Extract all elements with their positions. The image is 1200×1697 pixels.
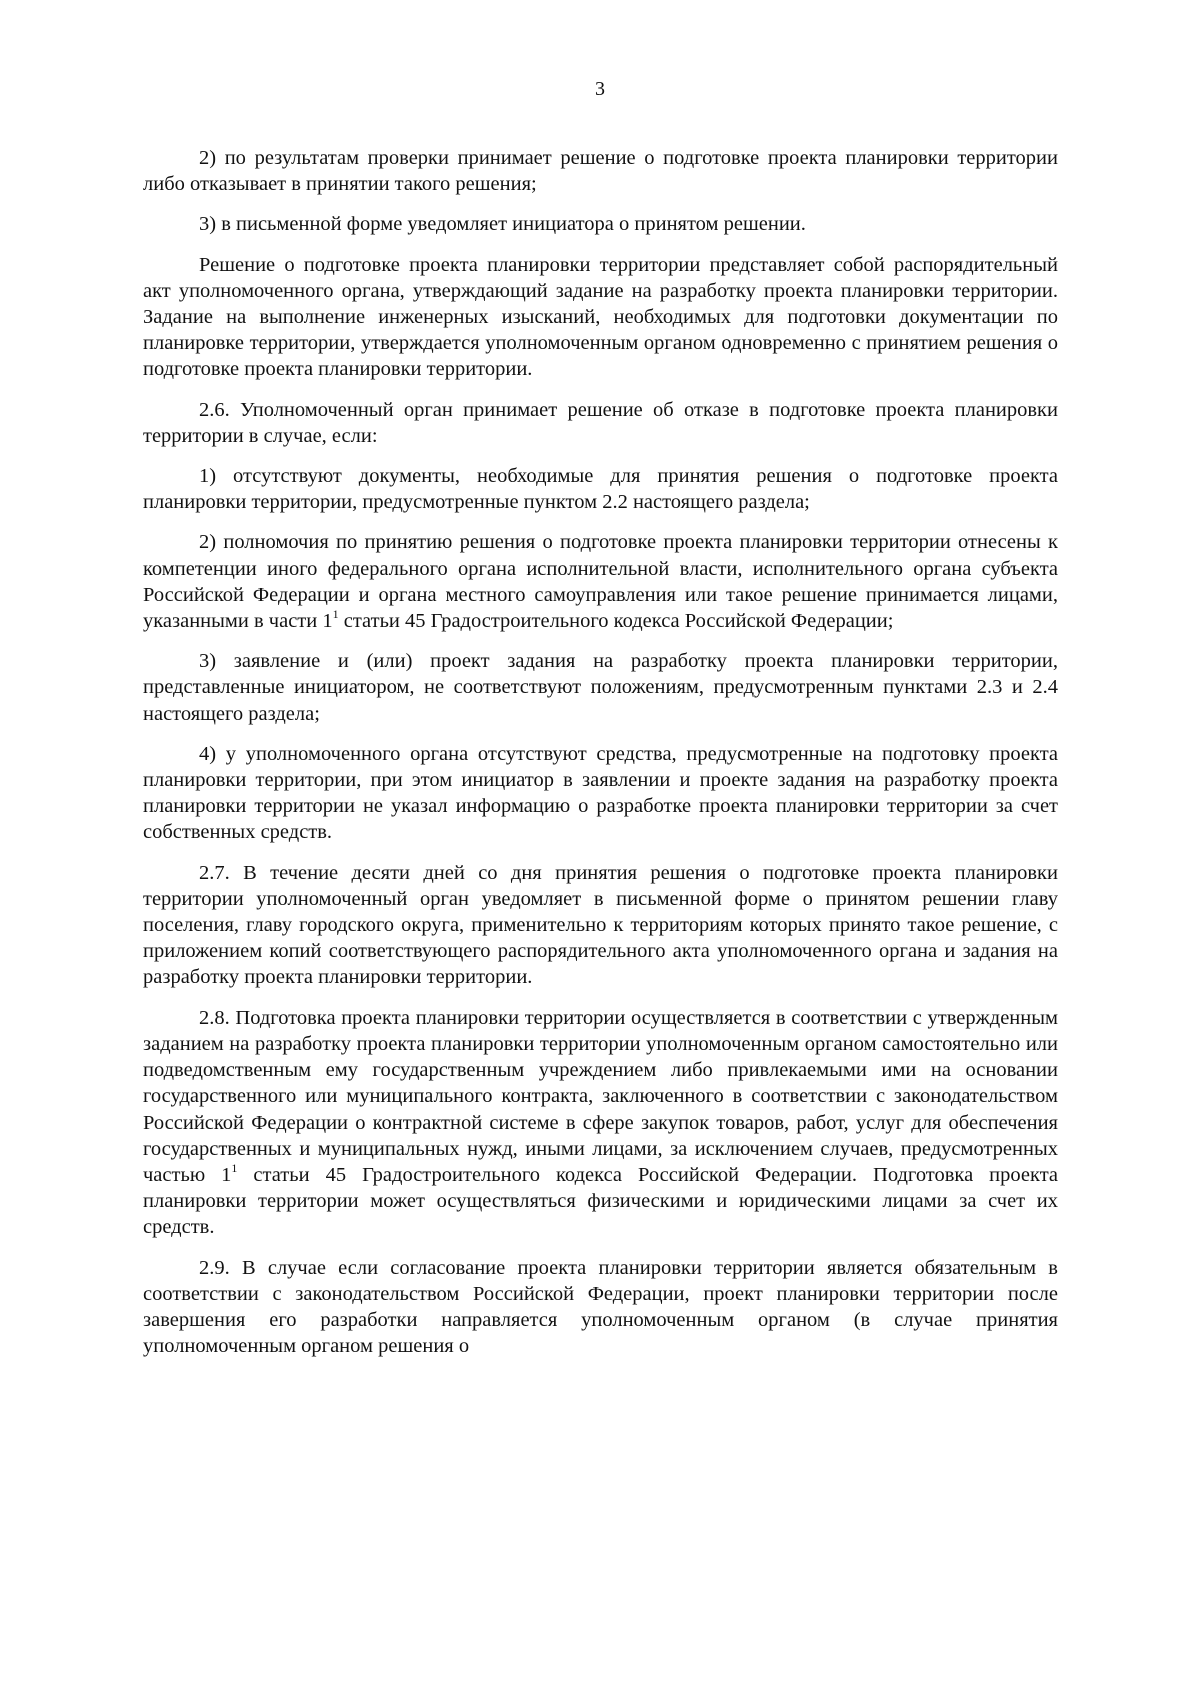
paragraph-text: 1) отсутствуют документы, необходимые для принятия решения о подготовке проекта планировки территории, предусмотренные пунктом 2.2 настоящего раздела; <box>143 465 1058 514</box>
paragraph-item-2 <box>143 145 1058 197</box>
paragraph-text-tail: статьи 45 Градостроительного кодекса Российской Федерации. Подготовка проекта планировки территории может осуществляться физическими и юридическими лицами за счет их средств. <box>143 1163 1058 1239</box>
paragraph-2-6-item-4 <box>143 741 1058 846</box>
paragraph-2-8 <box>143 1005 1058 1241</box>
page-number: 3 <box>595 78 605 100</box>
paragraph-2-9 <box>143 1255 1058 1360</box>
paragraph-text: 3) заявление и (или) проект задания на разработку проекта планировки территории, представленные инициатором, не соответствуют положениям, предусмотренным пунктами 2.3 и 2.4 настоящего раздела; <box>143 650 1058 725</box>
paragraph-text: 2) по результатам проверки принимает решение о подготовке проекта планировки территории либо отказывает в принятии такого решения; <box>143 147 1058 196</box>
paragraph-decision-definition <box>143 252 1058 383</box>
paragraph-item-3 <box>143 211 1058 237</box>
paragraph-text: 2.6. Уполномоченный орган принимает решение об отказе в подготовке проекта планировки территории в случае, если: <box>143 398 1058 447</box>
paragraph-2-6 <box>143 397 1058 449</box>
paragraph-text: 2) полномочия по принятию решения о подготовке проекта планировки территории отнесены к компетенции иного федерального органа исполнительной власти, исполнительного органа субъекта Российской Федерации и органа местного самоуправления или такое решение принимается лицами, указанными в части 1 <box>143 531 1058 633</box>
paragraph-2-6-item-1 <box>143 463 1058 515</box>
paragraph-text: 2.9. В случае если согласование проекта планировки территории является обязательным в соответствии с законодательством Российской Федерации, проект планировки территории после завершения его разработки направляется уполномоченным органом (в случае принятия уполномоченным органом решения о <box>143 1256 1058 1358</box>
paragraph-text: 3) в письменной форме уведомляет инициатора о принятом решении. <box>199 213 806 236</box>
paragraph-text: Решение о подготовке проекта планировки территории представляет собой распорядительный акт уполномоченного органа, утверждающий задание на разработку проекта планировки территории. Задание на выполнение инженерных изысканий, необходимых для подготовки документации по планировке территории, утверждается уполномоченным органом одновременно с принятием решения о подготовке проекта планировки территории. <box>143 253 1058 381</box>
paragraph-text: 2.8. Подготовка проекта планировки территории осуществляется в соответствии с утвержденным заданием на разработку проекта планировки территории уполномоченным органом самостоятельно или подведомственным ему государственным учреждением либо привлекаемыми ими на основании государственного или муниципального контракта, заключенного в соответствии с законодательством Российской Федерации о контрактной системе в сфере закупок товаров, работ, услуг для обеспечения государственных и муниципальных нужд, иными лицами, за исключением случаев, предусмотренных частью 1 <box>143 1006 1058 1186</box>
superscript: 1 <box>231 1160 238 1175</box>
paragraph-2-6-item-2 <box>143 529 1058 634</box>
paragraph-2-7 <box>143 860 1058 991</box>
paragraph-2-6-item-3 <box>143 648 1058 727</box>
paragraph-text: 2.7. В течение десяти дней со дня принятия решения о подготовке проекта планировки территории уполномоченный орган уведомляет в письменной форме о принятом решении главу поселения, главу городского округа, применительно к территориям которых принято такое решение, с приложением копий соответствующего распорядительного акта уполномоченного органа и задания на разработку проекта планировки территории. <box>143 861 1058 989</box>
paragraph-text-tail: статьи 45 Градостроительного кодекса Российской Федерации; <box>338 610 894 633</box>
superscript: 1 <box>332 607 339 622</box>
paragraph-text: 4) у уполномоченного органа отсутствуют средства, предусмотренные на подготовку проекта планировки территории, при этом инициатор в заявлении и проекте задания на разработку проекта планировки территории не указал информацию о разработке проекта планировки территории за счет собственных средств. <box>143 742 1058 844</box>
document-body <box>143 145 1058 1373</box>
